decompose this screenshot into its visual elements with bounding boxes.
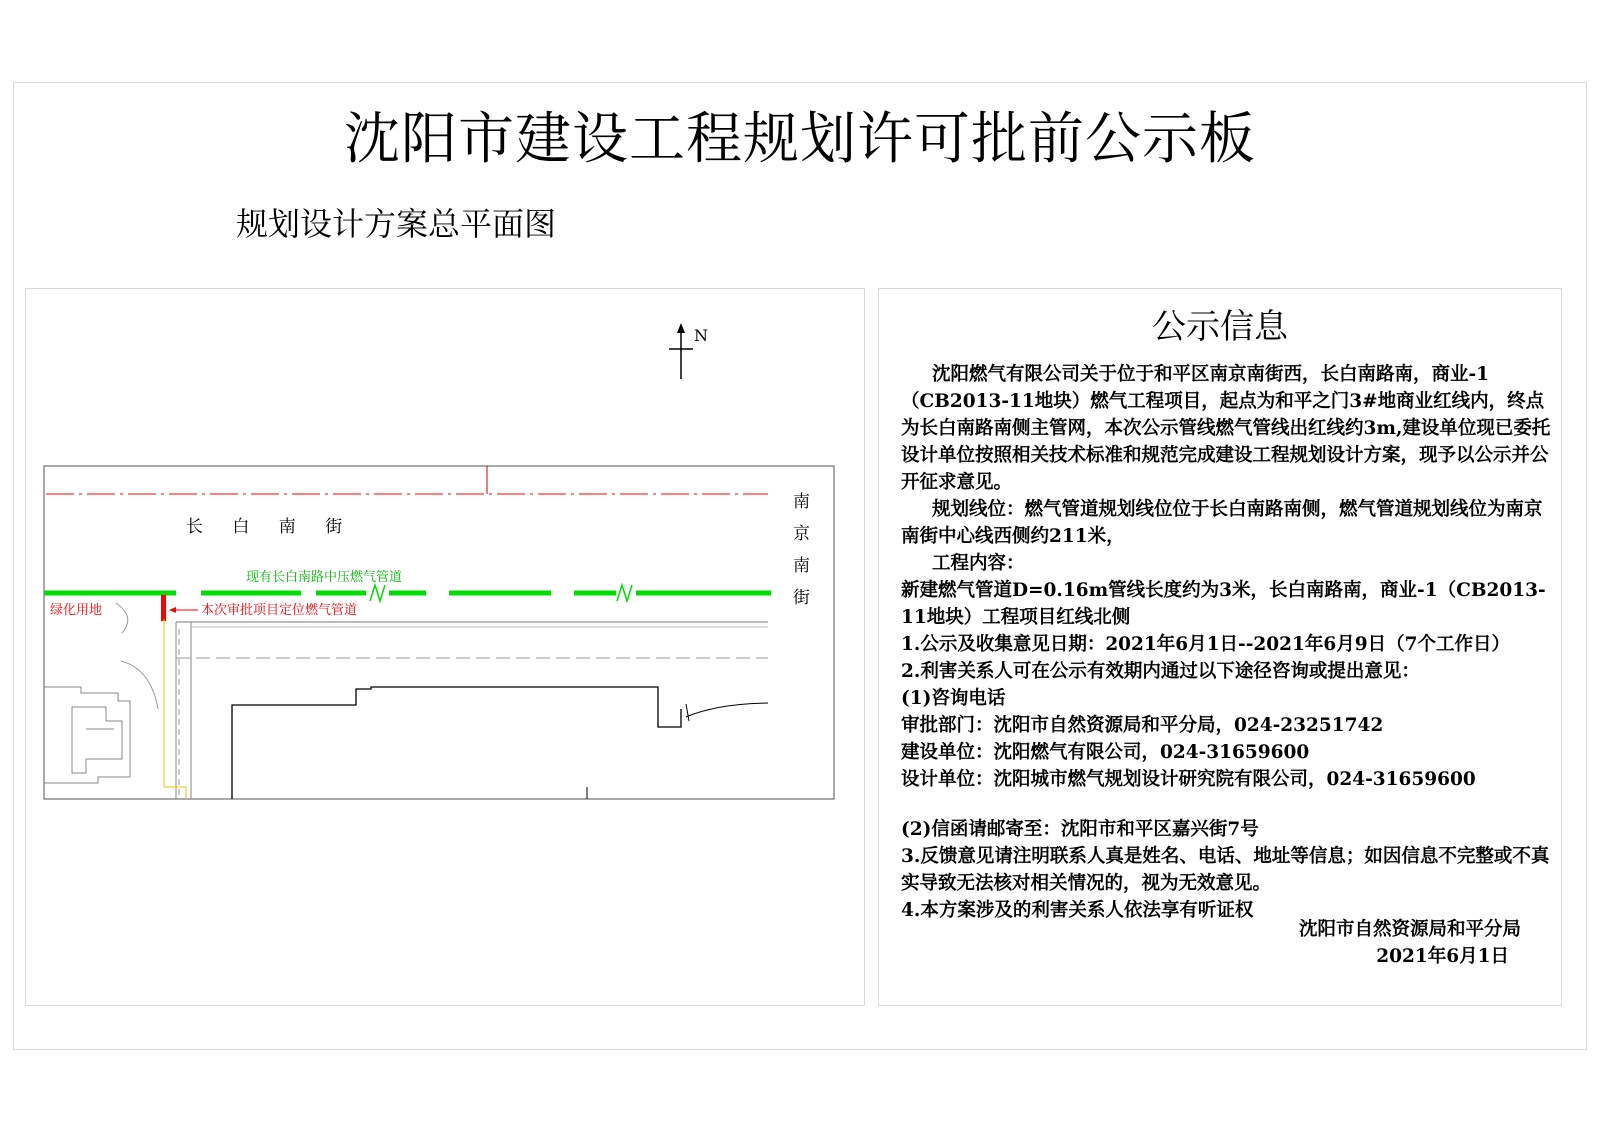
contact-line: 建设单位：沈阳燃气有限公司，024-31659600 <box>901 742 1310 763</box>
notice-paragraph: 沈阳燃气有限公司关于位于和平区南京南街西，长白南路南，商业-1（CB2013-11地块）燃气工程项目，起点为和平之门3#地商业红线内，终点为长白南路南侧主管网，本次公示管线燃气管线出红线约3m,建设单位现已委托设计单位按照相关技术标准和规范完成建设工程规划设计方案，现予以公示并公开征求意见。 <box>901 364 1551 493</box>
north-label: N <box>694 326 708 345</box>
notice-paragraph: 新建燃气管道D=0.16m管线长度约为3米，长白南路南，商业-1（CB2013-11地块）工程项目红线北侧 <box>901 580 1546 628</box>
existing-buildings <box>44 687 130 783</box>
notice-info-title: 公示信息 <box>1152 307 1288 347</box>
building-curve <box>686 703 768 717</box>
spacer <box>901 793 1551 816</box>
existing-pipe-label: 现有长白南路中压燃气管道 <box>246 570 403 585</box>
notice-item: 2.利害关系人可在公示有效期内通过以下途径咨询或提出意见： <box>901 661 1420 682</box>
road-label-changbai: 长 白 南 街 <box>186 517 355 537</box>
pipe-break-symbol <box>617 585 632 601</box>
road-label-nanjing-char: 街 <box>793 588 810 608</box>
pipe-break-symbol <box>370 585 385 601</box>
road-label-nanjing-char: 京 <box>793 524 810 544</box>
notice-subitem: (1)咨询电话 <box>901 688 1006 709</box>
notice-item: 3.反馈意见请注明联系人真是姓名、电话、地址等信息；如因信息不完整或不真实导致无法核对相关情况的，视为无效意见。 <box>901 846 1550 894</box>
site-plan-drawing <box>26 289 866 1007</box>
contact-line: 设计单位：沈阳城市燃气规划设计研究院有限公司，024-31659600 <box>901 769 1476 790</box>
building-outline <box>232 687 681 799</box>
signature-date: 2021年6月1日 <box>1376 946 1509 967</box>
notice-paragraph: 工程内容： <box>932 553 1025 574</box>
notice-info-panel <box>878 288 1562 1006</box>
road-label-nanjing <box>793 492 810 608</box>
drawing-frame <box>44 466 834 799</box>
notice-item: 4.本方案涉及的利害关系人依法享有听证权 <box>901 900 1254 921</box>
green-land-label: 绿化用地 <box>50 603 103 618</box>
road-corner-arc <box>121 661 158 709</box>
contact-line: 审批部门：沈阳市自然资源局和平分局，024-23251742 <box>901 715 1384 736</box>
project-pipe-label: 本次审批项目定位燃气管道 <box>201 603 358 618</box>
signature-organization: 沈阳市自然资源局和平分局 <box>1298 919 1521 940</box>
notice-paragraph: 规划线位：燃气管道规划线位位于长白南路南侧，燃气管道规划线位为南京南街中心线西侧约211米， <box>901 499 1543 547</box>
project-pipe-arrowhead <box>169 607 176 613</box>
road-label-nanjing-char: 南 <box>793 556 810 576</box>
notice-info-body <box>901 361 1551 924</box>
road-label-nanjing-char: 南 <box>793 492 810 512</box>
notice-subitem: (2)信函请邮寄至：沈阳市和平区嘉兴街7号 <box>901 819 1259 840</box>
road-corner-arc <box>116 603 128 633</box>
north-arrow-icon <box>669 323 693 379</box>
plan-subtitle: 规划设计方案总平面图 <box>236 205 557 243</box>
building-tick <box>686 704 689 721</box>
page-title: 沈阳市建设工程规划许可批前公示板 <box>344 107 1256 172</box>
site-plan-panel <box>25 288 865 1006</box>
project-gas-pipe <box>161 595 166 621</box>
notice-item: 1.公示及收集意见日期：2021年6月1日--2021年6月9日（7个工作日） <box>901 634 1511 655</box>
